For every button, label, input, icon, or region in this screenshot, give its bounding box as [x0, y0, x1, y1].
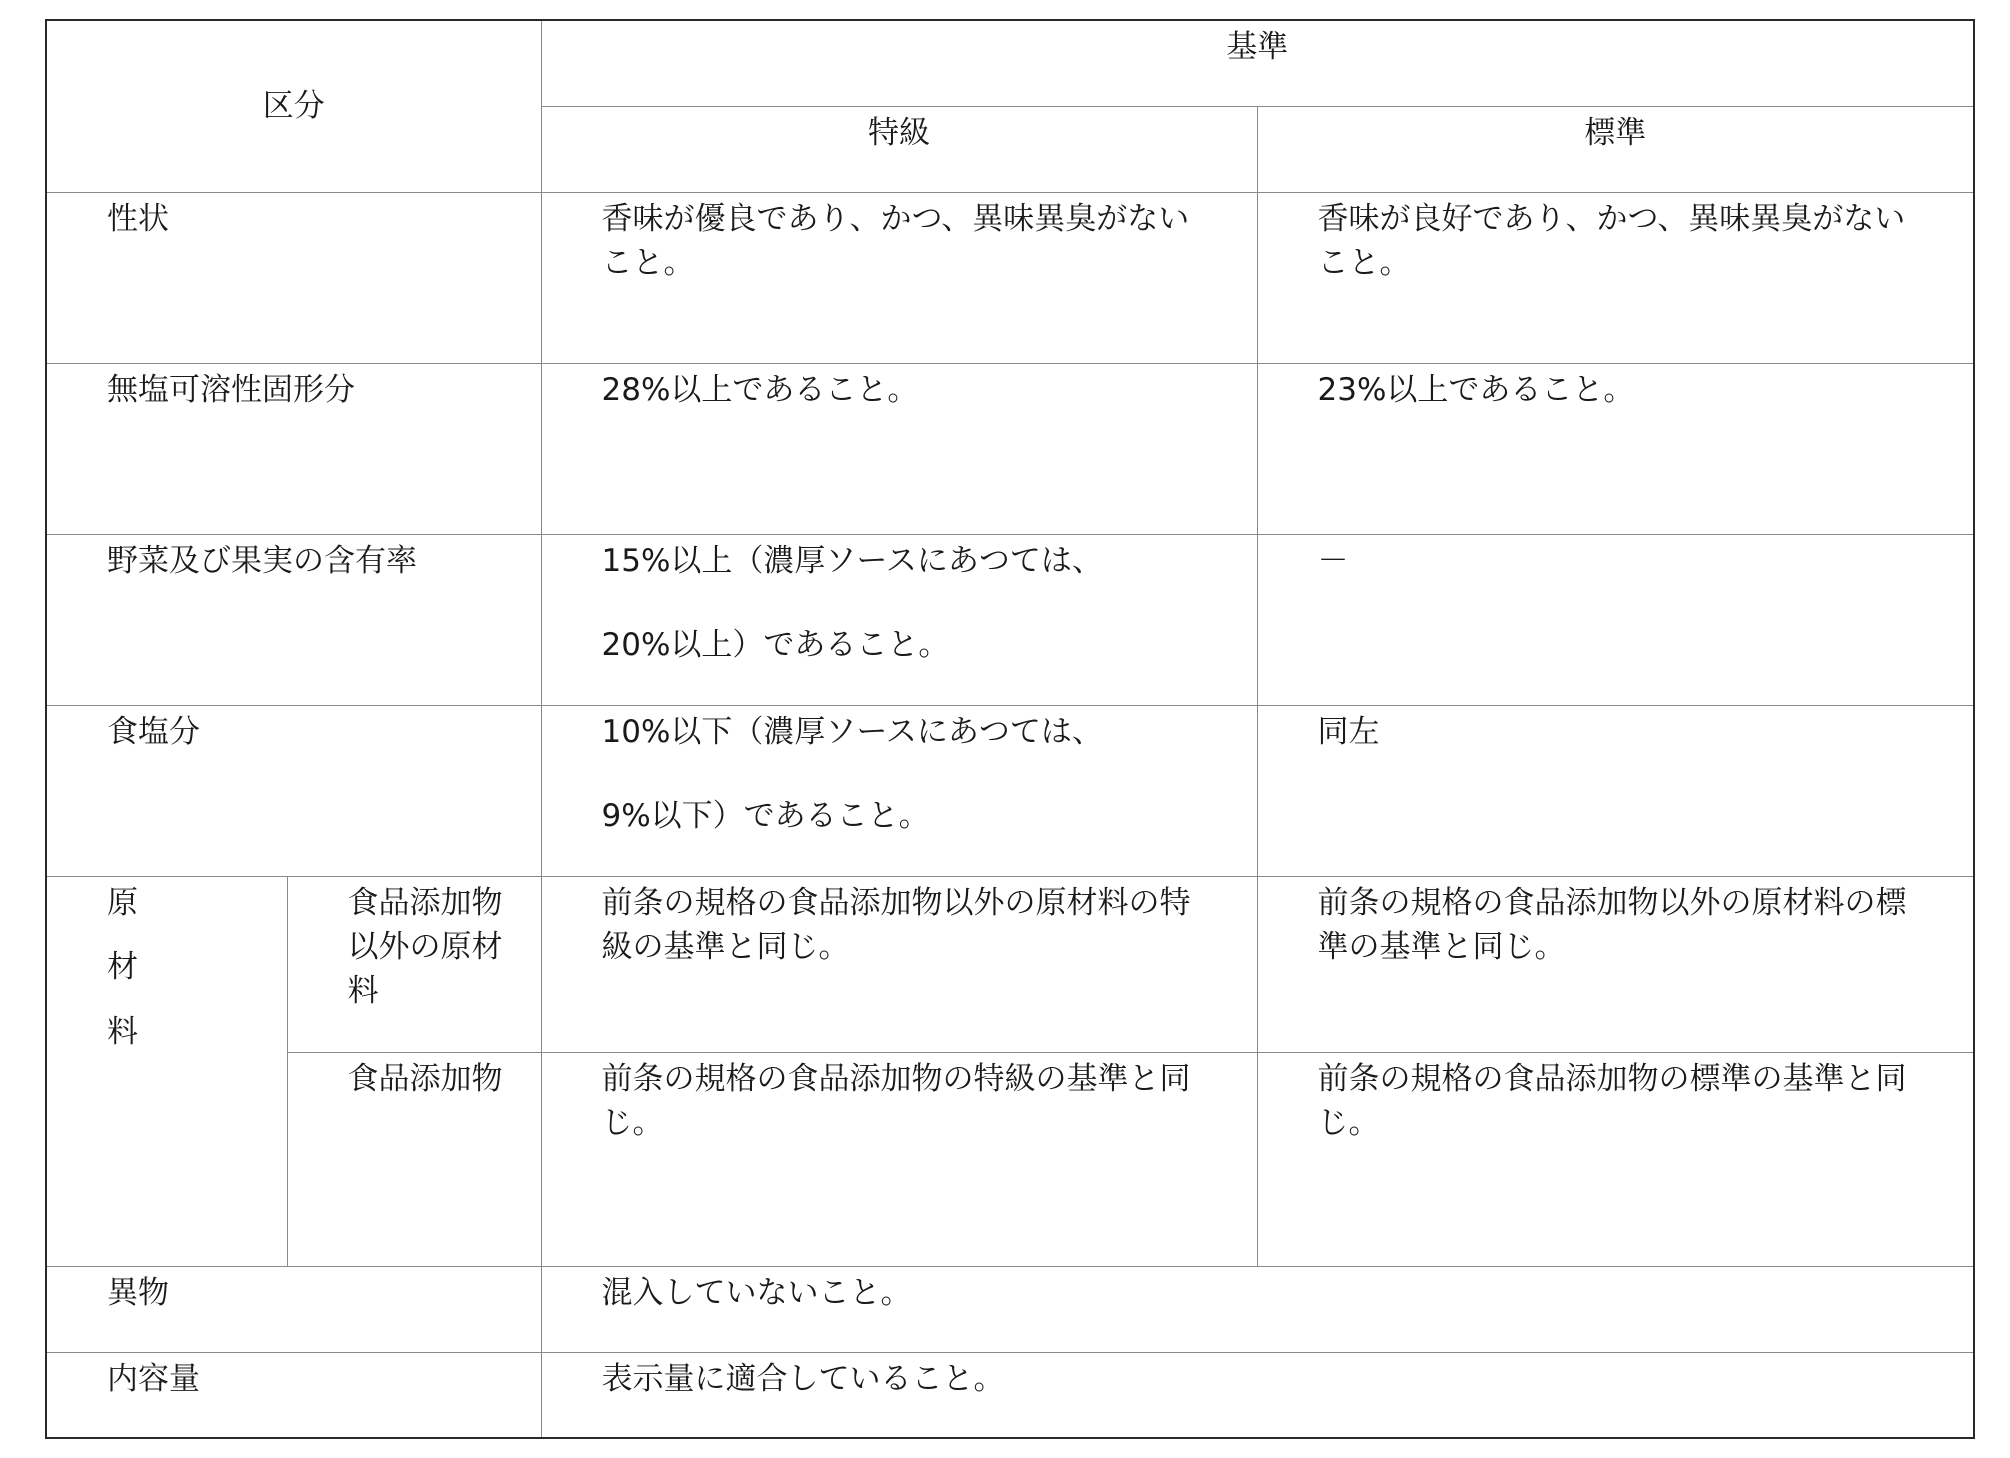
sub-label-text: 食品添加物 [347, 1060, 503, 1097]
cell-text: － [1317, 542, 1349, 579]
cell-vegetables-special [541, 534, 1257, 705]
cell-contents-value [541, 1352, 1974, 1438]
row-label-text: 無塩可溶性固形分 [107, 371, 355, 408]
header-grade-special [541, 106, 1257, 192]
table-row-salt [46, 705, 1974, 876]
header-category [46, 20, 541, 192]
row-label-text: 性状 [107, 200, 169, 237]
row-label-seijou [46, 192, 541, 363]
table-row-seijou [46, 192, 1974, 363]
cell-text: 同左 [1317, 713, 1380, 750]
cell-text-line-1: 10%以下（濃厚ソースにあつては、 [601, 713, 1103, 750]
cell-foreign-value [541, 1266, 1974, 1352]
header-row-1 [46, 20, 1974, 106]
cell-text-line-1: 15%以上（濃厚ソースにあつては、 [601, 542, 1103, 579]
row-label-contents [46, 1352, 541, 1438]
cell-text: 表示量に適合していること。 [601, 1360, 1005, 1397]
cell-non-additive-special [541, 876, 1257, 1052]
cell-text: 23%以上であること。 [1317, 371, 1635, 408]
standards-table [45, 19, 1975, 1439]
table-row-ingredients-non-additive [46, 876, 1974, 1052]
sub-label-non-additive [287, 876, 541, 1052]
row-label-text: 野菜及び果実の含有率 [107, 542, 417, 579]
cell-additive-standard [1257, 1052, 1974, 1266]
row-label-foreign [46, 1266, 541, 1352]
cell-additive-special [541, 1052, 1257, 1266]
ingredients-char-3: 料 [107, 1013, 138, 1050]
row-label-salt [46, 705, 541, 876]
ingredients-char-1: 原 [107, 884, 138, 921]
sub-label-additive [287, 1052, 541, 1266]
cell-text-line-2: 9%以下）であること。 [601, 797, 930, 834]
header-grade-standard [1257, 106, 1974, 192]
ingredients-char-2: 材 [107, 948, 138, 985]
cell-solids-standard [1257, 363, 1974, 534]
header-criteria-label: 基準 [1226, 29, 1289, 65]
cell-salt-standard [1257, 705, 1974, 876]
sub-label-text: 食品添加物以外の原材料 [347, 884, 503, 1009]
cell-text: 香味が良好であり、かつ、異味異臭がないこと。 [1317, 200, 1906, 281]
header-category-label: 区分 [262, 88, 325, 125]
cell-text: 前条の規格の食品添加物の標準の基準と同じ。 [1317, 1060, 1907, 1141]
cell-salt-special [541, 705, 1257, 876]
row-label-ingredients [46, 876, 287, 1266]
table-row-foreign [46, 1266, 1974, 1352]
cell-text: 28%以上であること。 [601, 371, 919, 408]
cell-text-line-2: 20%以上）であること。 [601, 626, 950, 663]
cell-seijou-special [541, 192, 1257, 363]
table-row-solids [46, 363, 1974, 534]
row-label-solids [46, 363, 541, 534]
table-row-contents [46, 1352, 1974, 1438]
cell-non-additive-standard [1257, 876, 1974, 1052]
row-label-text: 内容量 [107, 1360, 200, 1397]
cell-text: 混入していないこと。 [601, 1274, 912, 1311]
row-label-vegetables [46, 534, 541, 705]
cell-solids-special [541, 363, 1257, 534]
header-criteria [541, 20, 1974, 106]
cell-vegetables-standard [1257, 534, 1974, 705]
header-grade-standard-label: 標準 [1584, 114, 1647, 151]
cell-text: 前条の規格の食品添加物以外の原材料の標準の基準と同じ。 [1317, 884, 1907, 965]
cell-text: 前条の規格の食品添加物の特級の基準と同じ。 [601, 1060, 1191, 1141]
row-label-text: 異物 [107, 1274, 169, 1311]
row-label-text: 食塩分 [107, 713, 200, 750]
header-grade-special-label: 特級 [868, 114, 930, 151]
cell-seijou-standard [1257, 192, 1974, 363]
cell-text: 香味が優良であり、かつ、異味異臭がないこと。 [601, 200, 1190, 281]
cell-text: 前条の規格の食品添加物以外の原材料の特級の基準と同じ。 [601, 884, 1191, 965]
table-row-vegetables [46, 534, 1974, 705]
table-row-ingredients-additive [46, 1052, 1974, 1266]
